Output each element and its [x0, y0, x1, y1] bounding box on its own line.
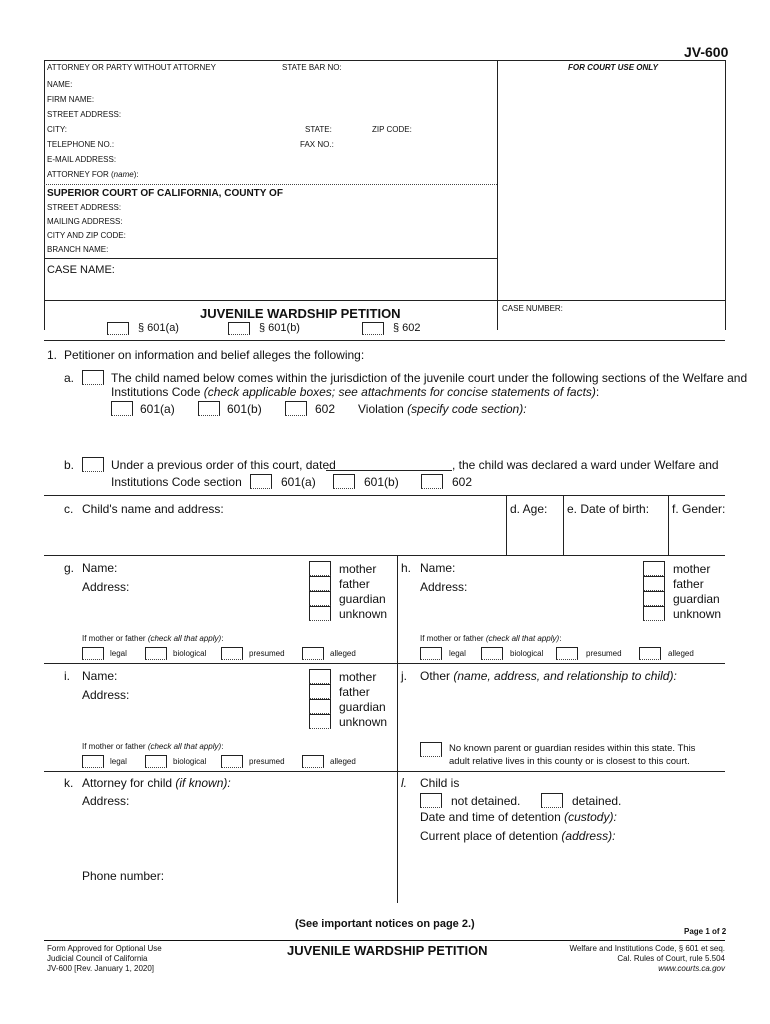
not-detained-label: not detained.: [451, 794, 521, 808]
i-legal-label: legal: [110, 757, 127, 766]
g-address-label: Address:: [82, 580, 130, 594]
item-h-letter: h.: [401, 561, 412, 575]
checkbox-h-father[interactable]: [643, 576, 665, 591]
i-if-mf: If mother or father (check all that apply):: [82, 742, 224, 751]
b-601b-label: 601(b): [364, 475, 399, 489]
g-father-label: father: [339, 577, 370, 591]
dob-label: e. Date of birth:: [567, 502, 650, 516]
court-divider: [44, 184, 497, 185]
i-mother-label: mother: [339, 670, 377, 684]
i-alleged-label: alleged: [330, 757, 356, 766]
g-biological-label: biological: [173, 649, 207, 658]
header-bottom-border: [44, 340, 725, 341]
item-b-date-line: [326, 470, 452, 471]
website-link[interactable]: www.courts.ca.gov: [658, 964, 725, 973]
state-label: STATE:: [305, 125, 332, 134]
court-city: CITY AND ZIP CODE:: [47, 231, 126, 240]
row-c-top-line: [44, 495, 725, 496]
petition-title: JUVENILE WARDSHIP PETITION: [200, 306, 401, 321]
phone-label: TELEPHONE NO.:: [47, 140, 115, 149]
footer-rule: [44, 940, 725, 941]
checkbox-i-unknown[interactable]: [309, 714, 331, 729]
checkbox-g-legal[interactable]: [82, 647, 104, 660]
checkbox-b-601a[interactable]: [250, 474, 272, 489]
i-name-label: Name:: [82, 669, 118, 683]
form-id: JV-600: [684, 44, 729, 60]
item-l-letter: l.: [401, 776, 407, 790]
attorney-for-label: ATTORNEY FOR (name):: [47, 170, 139, 179]
i-father-label: father: [339, 685, 370, 699]
checkbox-i-alleged[interactable]: [302, 755, 324, 768]
name-label: NAME:: [47, 80, 73, 89]
item-k-title: Attorney for child (if known):: [82, 776, 231, 790]
state-bar-label: STATE BAR NO:: [282, 63, 342, 72]
age-divider: [506, 495, 507, 555]
checkbox-item-a[interactable]: [82, 370, 104, 385]
case-name-divider: [44, 258, 497, 259]
item-a-line1: The child named below comes within the jurisdiction of the juvenile court under the following sections of the Welfare and: [111, 371, 748, 385]
h-presumed-label: presumed: [586, 649, 622, 658]
checkbox-602[interactable]: [362, 322, 384, 335]
notice: (See important notices on page 2.): [295, 918, 475, 930]
checkbox-i-presumed[interactable]: [221, 755, 243, 768]
h-father-label: father: [673, 577, 704, 591]
i-unknown-label: unknown: [339, 715, 388, 729]
no-parent-line1: No known parent or guardian resides within this state. This: [449, 743, 696, 754]
attorney-label: ATTORNEY OR PARTY WITHOUT ATTORNEY: [47, 63, 216, 72]
item-g-letter: g.: [64, 561, 75, 575]
a-violation-label: Violation (specify code section):: [358, 402, 527, 416]
checkbox-601b[interactable]: [228, 322, 250, 335]
item-j-letter: j.: [401, 669, 407, 683]
zip-label: ZIP CODE:: [372, 125, 412, 134]
b-601a-label: 601(a): [281, 475, 316, 489]
court-branch: BRANCH NAME:: [47, 245, 109, 254]
parents-center-divider: [397, 555, 398, 903]
checkbox-h-legal[interactable]: [420, 647, 442, 660]
checkbox-detained[interactable]: [541, 793, 563, 808]
item-j-text: Other (name, address, and relationship to child):: [420, 669, 677, 683]
item-i-letter: i.: [64, 669, 70, 683]
item-b-line1: Under a previous order of this court, dated: [111, 458, 336, 472]
a-602-label: 602: [315, 402, 336, 416]
council-text: Judicial Council of California: [47, 954, 148, 963]
opt-602-label: § 602: [393, 322, 421, 334]
footer-title: JUVENILE WARDSHIP PETITION: [287, 943, 488, 958]
checkbox-g-biological[interactable]: [145, 647, 167, 660]
checkbox-i-legal[interactable]: [82, 755, 104, 768]
checkbox-not-detained[interactable]: [420, 793, 442, 808]
i-presumed-label: presumed: [249, 757, 285, 766]
item-l-title: Child is: [420, 776, 460, 790]
city-label: CITY:: [47, 125, 68, 134]
age-label: d. Age:: [510, 502, 548, 516]
g-if-mf: If mother or father (check all that apply):: [82, 634, 224, 643]
item-k-letter: k.: [64, 776, 74, 790]
court-mailing: MAILING ADDRESS:: [47, 217, 123, 226]
court-use-divider: [497, 60, 498, 330]
checkbox-h-alleged[interactable]: [639, 647, 661, 660]
checkbox-i-biological[interactable]: [145, 755, 167, 768]
item1-num: 1.: [47, 348, 58, 362]
a-601b-label: 601(b): [227, 402, 262, 416]
checkbox-h-biological[interactable]: [481, 647, 503, 660]
approved-text: Form Approved for Optional Use: [47, 944, 162, 953]
checkbox-b-602[interactable]: [421, 474, 443, 489]
court-use-label: FOR COURT USE ONLY: [568, 63, 658, 72]
case-number-label: CASE NUMBER:: [502, 304, 563, 313]
street-label: STREET ADDRESS:: [47, 110, 122, 119]
court-street: STREET ADDRESS:: [47, 203, 122, 212]
court-title: SUPERIOR COURT OF CALIFORNIA, COUNTY OF: [47, 188, 283, 199]
checkbox-g-guardian[interactable]: [309, 591, 331, 606]
g-presumed-label: presumed: [249, 649, 285, 658]
checkbox-h-mother[interactable]: [643, 561, 665, 576]
current-place-label: Current place of detention (address):: [420, 829, 616, 843]
g-guardian-label: guardian: [339, 592, 386, 606]
opt-601b-label: § 601(b): [259, 322, 300, 334]
checkbox-g-mother[interactable]: [309, 561, 331, 576]
checkbox-h-presumed[interactable]: [556, 647, 578, 660]
checkbox-h-guardian[interactable]: [643, 591, 665, 606]
item-a-letter: a.: [64, 371, 75, 385]
checkbox-no-parent[interactable]: [420, 742, 442, 757]
g-alleged-label: alleged: [330, 649, 356, 658]
item-k-phone: Phone number:: [82, 869, 165, 883]
code-text-1: Welfare and Institutions Code, § 601 et seq.: [569, 944, 725, 953]
checkbox-a-602[interactable]: [285, 401, 307, 416]
checkbox-i-father[interactable]: [309, 684, 331, 699]
h-mother-label: mother: [673, 562, 711, 576]
dob-divider: [563, 495, 564, 555]
h-address-label: Address:: [420, 580, 468, 594]
checkbox-601a[interactable]: [107, 322, 129, 335]
h-guardian-label: guardian: [673, 592, 720, 606]
no-parent-line2: adult relative lives in this county or is closest to this court.: [449, 756, 690, 767]
checkbox-a-601b[interactable]: [198, 401, 220, 416]
checkbox-i-guardian[interactable]: [309, 699, 331, 714]
detention-date-label: Date and time of detention (custody):: [420, 810, 617, 824]
item-c-letter: c.: [64, 502, 74, 516]
firm-label: FIRM NAME:: [47, 95, 95, 104]
b-602-label: 602: [452, 475, 473, 489]
case-name-label: CASE NAME:: [47, 264, 115, 276]
h-biological-label: biological: [510, 649, 544, 658]
checkbox-item-b[interactable]: [82, 457, 104, 472]
row-i-top-line: [44, 663, 725, 664]
g-mother-label: mother: [339, 562, 377, 576]
code-text-2: Cal. Rules of Court, rule 5.504: [617, 954, 725, 963]
item-b-letter: b.: [64, 458, 75, 472]
header-right-border: [725, 60, 726, 330]
checkbox-g-unknown[interactable]: [309, 606, 331, 621]
fax-label: FAX NO.:: [300, 140, 334, 149]
header-top-border: [44, 60, 725, 61]
header-left-border: [44, 60, 45, 330]
checkbox-b-601b[interactable]: [333, 474, 355, 489]
gender-divider: [668, 495, 669, 555]
page-number: Page 1 of 2: [684, 927, 727, 936]
g-name-label: Name:: [82, 561, 118, 575]
item1-text: Petitioner on information and belief alleges the following:: [64, 348, 365, 362]
checkbox-g-alleged[interactable]: [302, 647, 324, 660]
row-k-top-line: [44, 771, 725, 772]
i-address-label: Address:: [82, 688, 130, 702]
h-if-mf: If mother or father (check all that apply):: [420, 634, 562, 643]
detained-label: detained.: [572, 794, 622, 808]
checkbox-g-father[interactable]: [309, 576, 331, 591]
item-b-line2: Institutions Code section: [111, 475, 242, 489]
item-b-line1-end: , the child was declared a ward under Welfare and: [452, 458, 719, 472]
row-g-top-line: [44, 555, 725, 556]
i-biological-label: biological: [173, 757, 207, 766]
checkbox-i-mother[interactable]: [309, 669, 331, 684]
h-unknown-label: unknown: [673, 607, 722, 621]
checkbox-h-unknown[interactable]: [643, 606, 665, 621]
h-name-label: Name:: [420, 561, 456, 575]
h-alleged-label: alleged: [668, 649, 694, 658]
email-label: E-MAIL ADDRESS:: [47, 155, 117, 164]
g-unknown-label: unknown: [339, 607, 388, 621]
h-legal-label: legal: [449, 649, 466, 658]
opt-601a-label: § 601(a): [138, 322, 179, 334]
checkbox-a-601a[interactable]: [111, 401, 133, 416]
case-number-divider: [44, 300, 725, 301]
gender-label: f. Gender:: [672, 502, 726, 516]
item-k-address: Address:: [82, 794, 130, 808]
g-legal-label: legal: [110, 649, 127, 658]
item-a-line2: Institutions Code (check applicable boxes; see attachments for concise statements of facts):: [111, 385, 600, 399]
rev-text: JV-600 [Rev. January 1, 2020]: [47, 964, 155, 973]
i-guardian-label: guardian: [339, 700, 386, 714]
item-c-text: Child's name and address:: [82, 502, 224, 516]
a-601a-label: 601(a): [140, 402, 175, 416]
checkbox-g-presumed[interactable]: [221, 647, 243, 660]
